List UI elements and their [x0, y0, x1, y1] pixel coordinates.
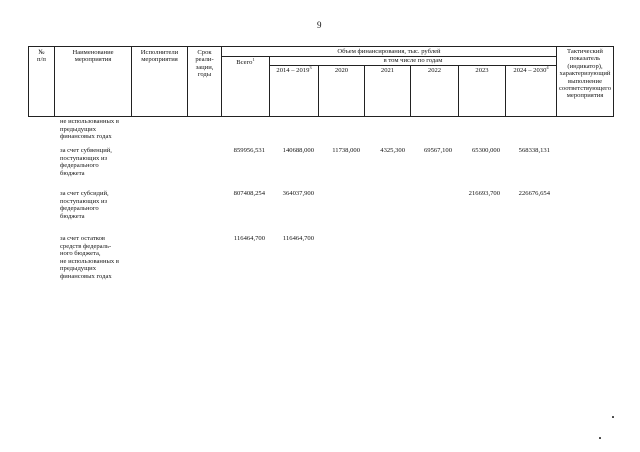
table-top-border: [28, 46, 614, 47]
header-bottom-border: [28, 116, 614, 117]
years-subheader-line: [269, 65, 556, 66]
year-label: 2024 – 2030: [513, 67, 547, 74]
header-by-years: в том числе по годам: [383, 57, 443, 64]
header-year-2020: [319, 67, 364, 74]
year-label: 2022: [427, 67, 442, 74]
cell-2014-2019: 364037,900: [282, 190, 314, 197]
cell-total: 807408,254: [233, 190, 265, 197]
col-line-total: [221, 46, 222, 117]
cell-2022: 69567,100: [423, 147, 452, 154]
header-indicator: Тактический показатель (индикатор), характеризующий выполнение соответствующего мероприятия: [558, 48, 612, 100]
header-executor: Исполнители мероприятия: [140, 49, 179, 64]
header-year-2021: [365, 67, 410, 74]
cell-2021: 4325,300: [380, 147, 405, 154]
page-number: 9: [317, 20, 322, 30]
header-total-label: Всего: [236, 59, 253, 66]
header-funding-group: Объем финансирования, тыс. рублей: [337, 48, 441, 55]
header-row-number: № п/п: [37, 49, 46, 64]
table-right-border: [613, 46, 614, 117]
header-year-2024-2030: [506, 64, 556, 74]
row-activity-name: не использованных в предыдущих финансовых годах: [60, 118, 119, 141]
header-term: Срок реали- зации, годы: [195, 49, 214, 79]
cell-2023: 216693,700: [468, 190, 500, 197]
year-label: 2023: [475, 67, 489, 74]
header-activity-name: Наименование мероприятия: [72, 49, 114, 64]
scan-speck: [612, 416, 614, 418]
col-line-2014: [269, 56, 270, 117]
cell-total: 116464,700: [233, 235, 265, 242]
year-label: 2021: [380, 67, 395, 74]
row-activity-name: за счет остатков средств федераль- ного бюджета, не использованных в предыдущих финансовых годах: [60, 235, 119, 280]
header-year-2023: [459, 67, 505, 74]
year-note: 3: [309, 64, 312, 70]
header-year-2022: [411, 67, 458, 74]
cell-2014-2019: 116464,700: [282, 235, 314, 242]
cell-2024-2030: 568338,131: [518, 147, 550, 154]
cell-2014-2019: 140688,000: [282, 147, 314, 154]
cell-total: 859956,531: [233, 147, 265, 154]
header-year-2014-2019: [270, 64, 318, 74]
header-total: [222, 56, 269, 66]
header-total-note: 1: [252, 56, 255, 62]
cell-2024-2030: 226676,654: [518, 190, 550, 197]
year-label: 2014 – 2019: [276, 67, 310, 74]
scan-speck: [599, 437, 601, 439]
year-note: 4: [546, 64, 549, 70]
cell-2020: 11738,000: [332, 147, 360, 154]
row-activity-name: за счет субсидий, поступающих из федерального бюджета: [60, 190, 109, 220]
year-label: 2020: [334, 67, 349, 74]
row-activity-name: за счет субвенций, поступающих из федерального бюджета: [60, 147, 112, 177]
cell-2023: 65300,000: [471, 147, 500, 154]
